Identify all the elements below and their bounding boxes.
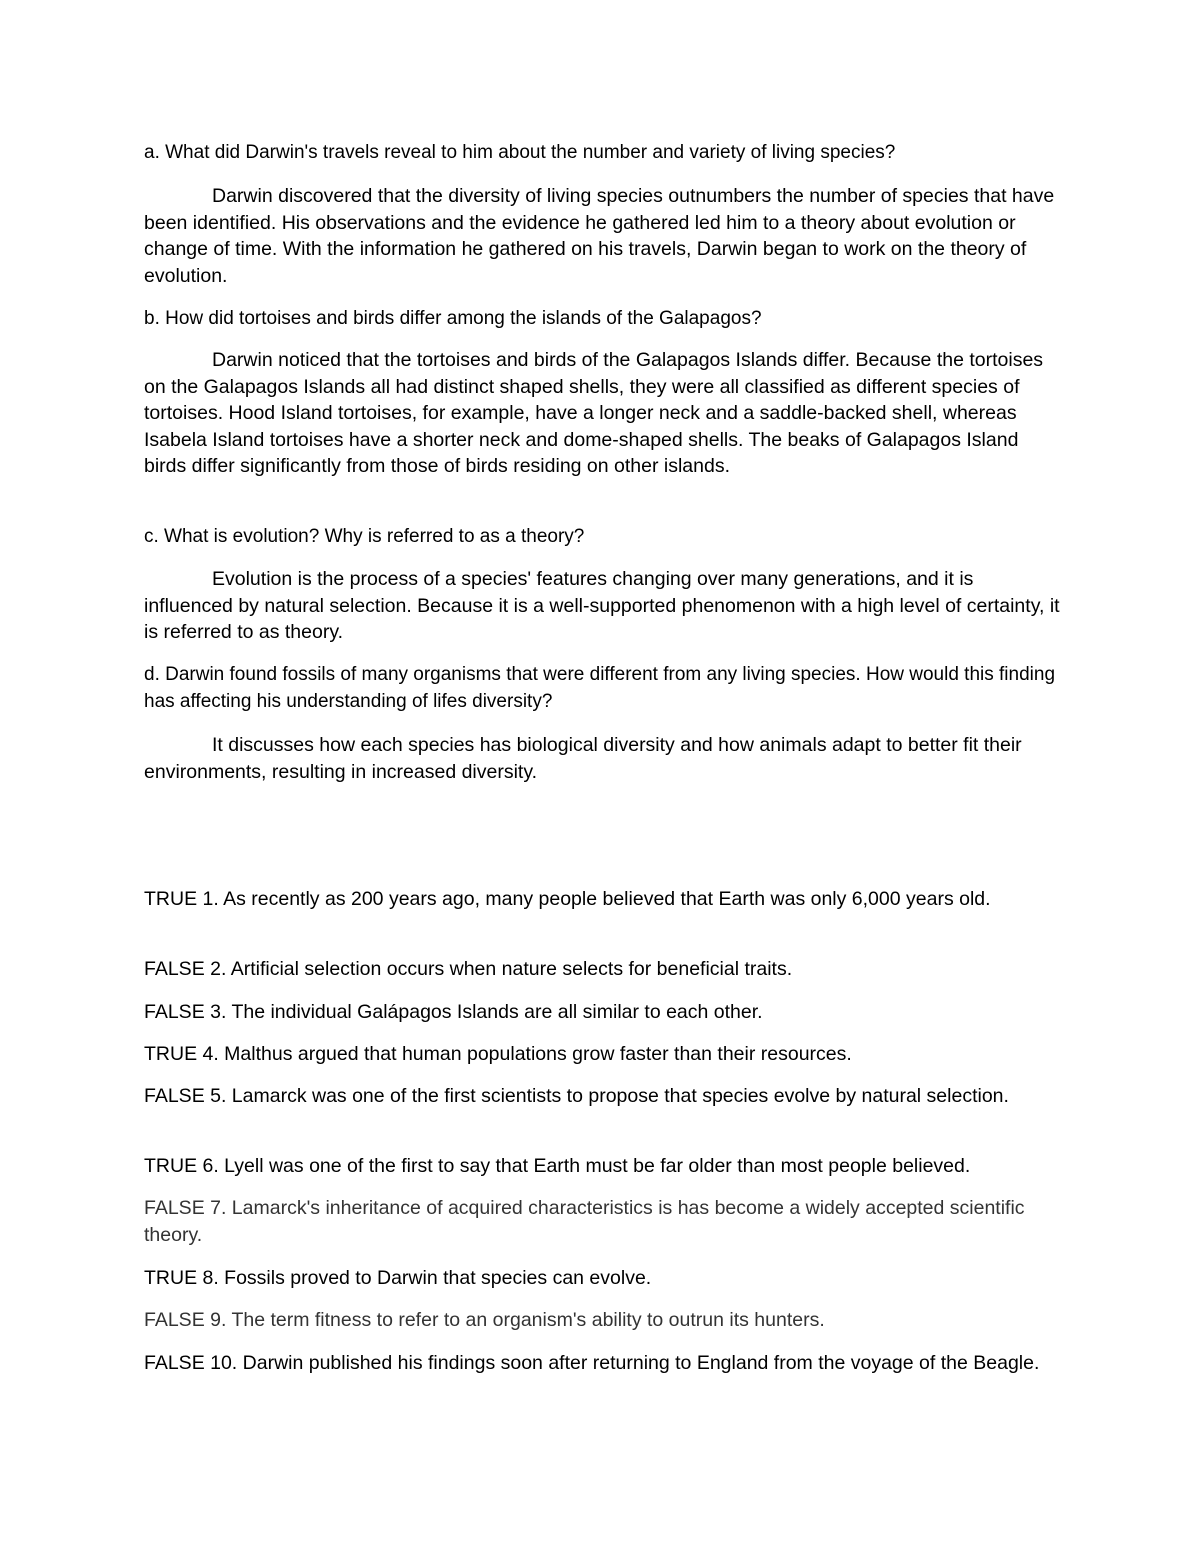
question-a: a. What did Darwin's travels reveal to him about the number and variety of living species? <box>144 142 896 163</box>
question-b: b. How did tortoises and birds differ among the islands of the Galapagos? <box>144 308 762 329</box>
answer-c: Evolution is the process of a species' features changing over many generations, and it is influenced by natural selection. Because it is a well-supported phenomenon with a high level of certainty, it is referred to as theory. <box>144 568 1060 643</box>
tf-item-2: FALSE 2. Artificial selection occurs when nature selects for beneficial traits. <box>144 958 793 980</box>
tf-item-8: TRUE 8. Fossils proved to Darwin that species can evolve. <box>144 1267 652 1289</box>
answer-b: Darwin noticed that the tortoises and birds of the Galapagos Islands differ. Because the tortoises on the Galapagos Islands all had distinct shaped shells, they were all classified as different species of tortoises. Hood Island tortoises, for example, have a longer neck and a saddle-backed shell, whereas Isabela Island tortoises have a shorter neck and dome-shaped shells. The beaks of Galapagos Island birds differ significantly from those of birds residing on other islands. <box>144 349 1044 477</box>
answer-a: Darwin discovered that the diversity of living species outnumbers the number of species that have been identified. His observations and the evidence he gathered led him to a theory about evolution or change of time. With the information he gathered on his travels, Darwin began to work on the theory of evolution. <box>144 185 1055 287</box>
question-d: d. Darwin found fossils of many organisms that were different from any living species. How would this finding has affecting his understanding of lifes diversity? <box>144 664 1056 712</box>
tf-item-5: FALSE 5. Lamarck was one of the first scientists to propose that species evolve by natural selection. <box>144 1085 1009 1107</box>
tf-item-10: FALSE 10. Darwin published his findings soon after returning to England from the voyage of the Beagle. <box>144 1352 1040 1374</box>
tf-item-3: FALSE 3. The individual Galápagos Islands are all similar to each other. <box>144 1001 763 1023</box>
answer-d: It discusses how each species has biological diversity and how animals adapt to better fit their environments, resulting in increased diversity. <box>144 734 1022 783</box>
tf-item-1: TRUE 1. As recently as 200 years ago, many people believed that Earth was only 6,000 years old. <box>144 888 991 910</box>
tf-item-4: TRUE 4. Malthus argued that human populations grow faster than their resources. <box>144 1043 852 1065</box>
tf-item-7: FALSE 7. Lamarck's inheritance of acquired characteristics is has become a widely accepted scientific theory. <box>144 1197 1025 1246</box>
tf-item-6: TRUE 6. Lyell was one of the first to say that Earth must be far older than most people believed. <box>144 1155 971 1177</box>
question-c: c. What is evolution? Why is referred to as a theory? <box>144 526 585 547</box>
tf-item-9: FALSE 9. The term fitness to refer to an organism's ability to outrun its hunters. <box>144 1309 825 1331</box>
